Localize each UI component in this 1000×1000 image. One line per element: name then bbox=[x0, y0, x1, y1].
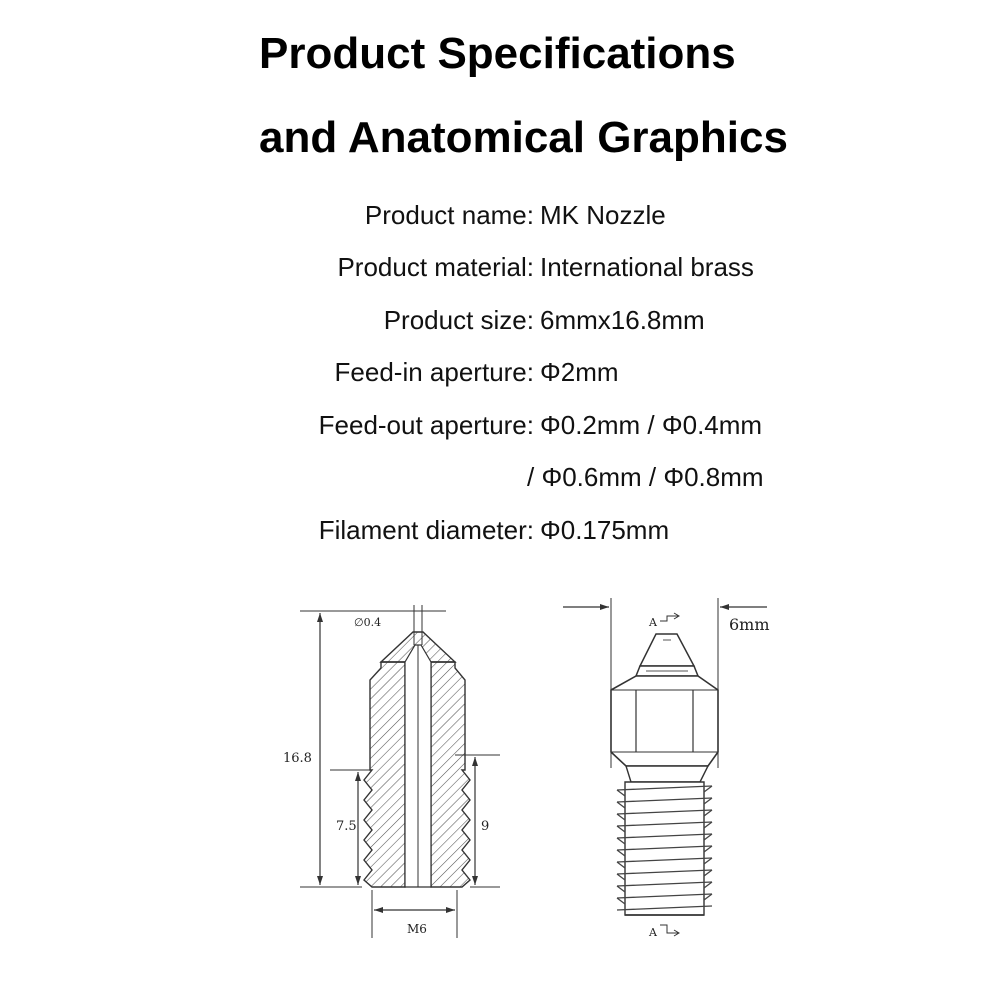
spec-value: Φ2mm bbox=[540, 357, 619, 387]
section-hatch-right bbox=[431, 662, 470, 887]
section-mark-bottom: A bbox=[649, 926, 657, 939]
spec-label: Product size: bbox=[383, 305, 534, 335]
spec-value: Φ0.175mm bbox=[540, 515, 670, 545]
spec-value: MK Nozzle bbox=[540, 200, 666, 230]
total-length-label: 16.8 bbox=[283, 751, 312, 766]
section-mark-top: A bbox=[649, 616, 657, 629]
title-line-1: Product Specifications bbox=[259, 29, 736, 78]
tip-diameter-label: ∅0.4 bbox=[354, 616, 382, 629]
spec-label: Feed-out aperture: bbox=[318, 410, 534, 440]
spec-value: International brass bbox=[540, 252, 754, 282]
spec-label: Feed-in aperture: bbox=[334, 357, 534, 387]
spec-value: Φ0.2mm / Φ0.4mm bbox=[540, 410, 763, 440]
thread-length-left-label: 7.5 bbox=[336, 819, 357, 834]
nozzle-tip-exterior bbox=[640, 634, 694, 666]
title-line-2: and Anatomical Graphics bbox=[259, 113, 788, 162]
nozzle-section-view bbox=[283, 605, 500, 938]
nozzle-exterior-view bbox=[563, 598, 770, 939]
section-hatch-left bbox=[364, 662, 405, 887]
spec-label: Product name: bbox=[364, 200, 534, 230]
thread-length-right-label: 9 bbox=[481, 819, 490, 834]
spec-label: Product material: bbox=[337, 252, 534, 282]
spec-value: / Φ0.6mm / Φ0.8mm bbox=[527, 462, 764, 492]
width-label: 6mm bbox=[729, 615, 770, 634]
spec-value: 6mmx16.8mm bbox=[540, 305, 705, 335]
thread-size-label: M6 bbox=[407, 922, 427, 936]
spec-label: Filament diameter: bbox=[318, 515, 534, 545]
